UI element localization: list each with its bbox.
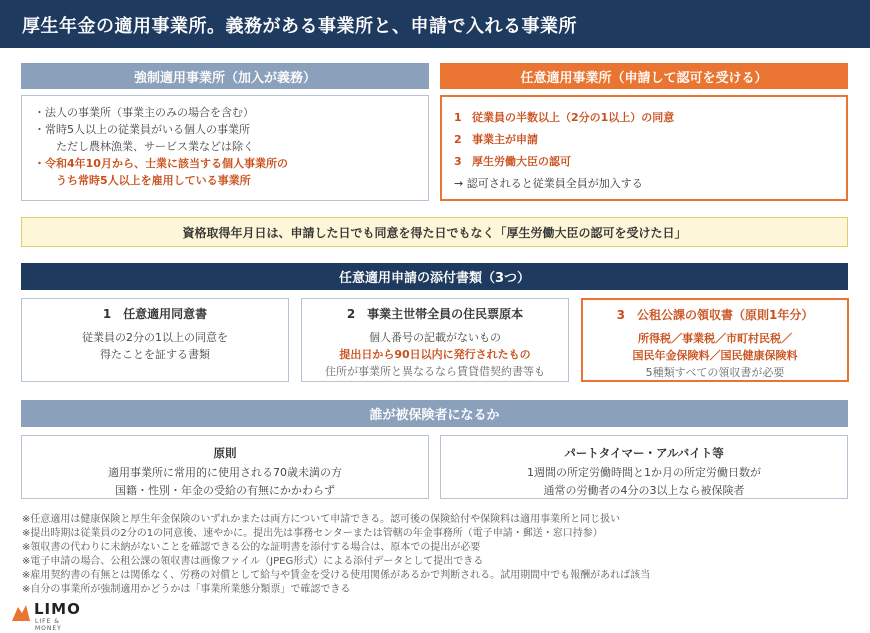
document-line: 得たことを証する書類 — [100, 348, 210, 361]
footnote: ※雇用契約書の有無とは関係なく、労務の対償として給与や賃金を受ける使用関係があるかで判断される。試用期間中でも報酬があれば該当 — [22, 570, 651, 581]
optional-title-bar: 任意適用事業所（申請して認可を受ける） — [440, 63, 848, 89]
document-title: 3 公租公課の領収書（原則1年分） — [616, 308, 814, 322]
limo-logo-icon — [10, 601, 32, 623]
page-header — [0, 0, 870, 48]
document-card-resident-record — [301, 298, 569, 382]
insured-line: 国籍・性別・年金の受給の有無にかかわらず — [115, 484, 335, 497]
logo-name: LIMO — [34, 600, 81, 618]
footnote: ※電子申請の場合、公租公課の領収書は画像ファイル（JPEG形式）による添付データとして提出できる — [22, 556, 484, 567]
optional-step: 2 事業主が申請 — [454, 133, 538, 146]
document-line: 個人番号の記載がないもの — [369, 331, 501, 344]
document-title: 2 事業主世帯全員の住民票原本 — [346, 307, 524, 321]
document-line: 提出日から90日以内に発行されたもの — [339, 348, 531, 361]
document-line: 所得税／事業税／市町村民税／ — [638, 332, 792, 345]
logo-subtitle: LIFE & MONEY — [35, 618, 62, 632]
compulsory-item: ・令和4年10月から、士業に該当する個人事業所の — [34, 157, 288, 170]
compulsory-title-bar: 強制適用事業所（加入が義務） — [21, 63, 429, 89]
compulsory-box — [21, 95, 429, 201]
optional-step: 3 厚生労働大臣の認可 — [454, 155, 571, 168]
documents-title-bar: 任意適用申請の添付書類（3つ） — [21, 263, 848, 290]
insured-principle-card — [21, 435, 429, 499]
insured-parttime-card — [440, 435, 848, 499]
footnote: ※自分の事業所が強制適用かどうかは「事業所業態分類票」で確認できる — [22, 584, 351, 595]
insured-card-title: パートタイマー・アルバイト等 — [564, 446, 724, 460]
footnotes — [22, 513, 852, 597]
insured-line: 適用事業所に常用的に使用される70歳未満の方 — [108, 466, 342, 479]
page-title: 厚生年金の適用事業所。義務がある事業所と、申請で入れる事業所 — [22, 16, 577, 37]
compulsory-item: ・法人の事業所（事業主のみの場合を含む） — [34, 106, 254, 119]
optional-result: → 認可されると従業員全員が加入する — [454, 177, 643, 190]
insured-line: 1週間の所定労働時間と1か月の所定労働日数が — [527, 466, 761, 479]
insured-title-bar: 誰が被保険者になるか — [21, 400, 848, 427]
optional-step: 1 従業員の半数以上（2分の1以上）の同意 — [454, 111, 675, 124]
compulsory-item: ただし農林漁業、サービス業などは除く — [56, 140, 254, 153]
limo-logo — [10, 599, 81, 632]
document-card-tax-receipts — [581, 298, 849, 382]
document-line: 住所が事業所と異なるなら賃貸借契約書等も — [325, 365, 545, 378]
footnote: ※領収書の代わりに未納がないことを確認できる公的な証明書を添付する場合は、原本での提出が必要 — [22, 542, 481, 553]
document-line: 5種類すべての領収書が必要 — [645, 366, 785, 379]
optional-box — [440, 95, 848, 201]
acquisition-date-note: 資格取得年月日は、申請した日でも同意を得た日でもなく「厚生労働大臣の認可を受けた日」 — [21, 217, 848, 247]
compulsory-item: うち常時5人以上を雇用している事業所 — [56, 174, 251, 187]
document-card-consent — [21, 298, 289, 382]
document-title: 1 任意適用同意書 — [102, 307, 208, 321]
document-line: 国民年金保険料／国民健康保険料 — [632, 349, 798, 362]
footnote: ※提出時期は従業員の2分の1の同意後、速やかに。提出先は事務センターまたは管轄の年金事務所（電子申請・郵送・窓口持参） — [22, 528, 603, 539]
insured-line: 通常の労働者の4分の3以上なら被保険者 — [543, 484, 745, 497]
insured-card-title: 原則 — [213, 446, 237, 460]
compulsory-item: ・常時5人以上の従業員がいる個人の事業所 — [34, 123, 250, 136]
footnote: ※任意適用は健康保険と厚生年金保険のいずれかまたは両方について申請できる。認可後の保険給付や保険料は適用事業所と同じ扱い — [22, 514, 621, 525]
document-line: 従業員の2分の1以上の同意を — [82, 331, 228, 344]
